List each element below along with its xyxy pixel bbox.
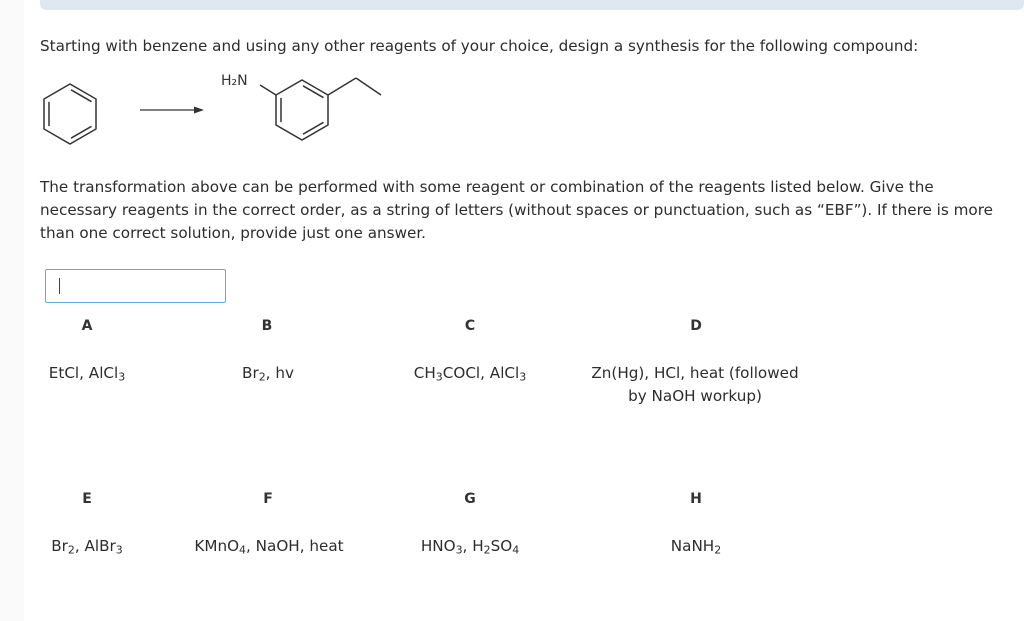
benzene-structure <box>44 84 96 144</box>
option-letter-c: C <box>464 318 476 334</box>
reaction-scheme <box>36 66 396 146</box>
option-letter-f: F <box>263 491 273 507</box>
question-instructions: The transformation above can be performed with some reagent or combination of the reagents listed below. Give the necessary reagents in the correct order, as a string of letters (without spaces or punctuation, such as “EBF”). If there is more than one correct solution, provide just one answer. <box>40 178 993 242</box>
option-reagent-a: EtCl, AlCl$_3$ <box>48 364 126 384</box>
reaction-arrow <box>140 107 204 114</box>
option-reagent-g: $HNO_3$, $H_2SO_4$ <box>420 537 520 557</box>
top-bar <box>40 0 1024 10</box>
option-reagent-b: $Br_2$, hv <box>242 364 294 384</box>
answer-input[interactable] <box>45 269 226 303</box>
text-cursor <box>59 278 60 294</box>
option-reagent-h: NaNH$_2$ <box>670 537 722 557</box>
option-letter-h: H <box>690 491 702 507</box>
option-letter-b: B <box>261 318 273 334</box>
option-reagent-f: KMnO$_4$, NaOH, heat <box>194 537 344 557</box>
question-prompt: Starting with benzene and using any other reagents of your choice, design a synthesis for the following compound: <box>40 37 919 55</box>
option-reagent-d: Zn(Hg), HCl, heat (followed by NaOH workup) <box>591 364 799 405</box>
option-letter-e: E <box>82 491 92 507</box>
amine-label: H₂N <box>221 73 248 89</box>
option-reagent-c: $CH_3COCl$, AlCl$_3$ <box>413 364 527 384</box>
option-letter-d: D <box>690 318 702 334</box>
option-letter-g: G <box>464 491 476 507</box>
option-reagent-e: $Br_2$, AlBr$_3$ <box>51 537 123 557</box>
option-letter-a: A <box>81 318 93 334</box>
product-structure <box>260 78 381 140</box>
